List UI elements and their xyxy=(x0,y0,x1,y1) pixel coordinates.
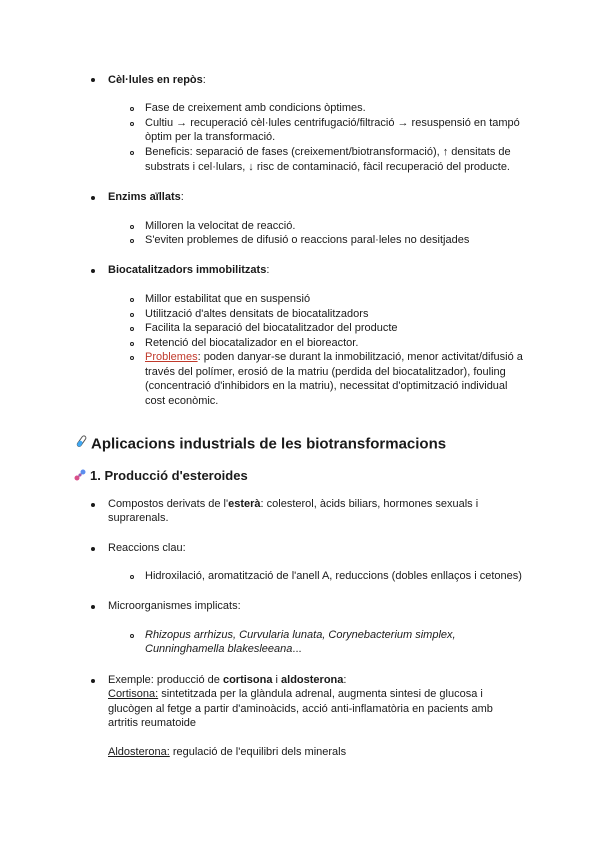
list-item-problems: Problemes: poden danyar-se durant la inmobilització, menor activitat/difusió a xyxy=(145,351,523,363)
list-item: Millor estabilitat que en suspensió xyxy=(145,293,311,305)
list-item-cont: través del polímer, erosió de la matriu (perdida del biocatalitzador), fouling xyxy=(145,366,506,378)
list-item-cont: suprarenals. xyxy=(108,512,169,524)
list-item-cont: Cunninghamella blakesleeana... xyxy=(145,643,302,655)
section-enzims-heading: Enzims aïllats: xyxy=(108,191,184,203)
list-item: Beneficis: separació de fases (creixement/biotransformació), ↑ densitats de xyxy=(145,146,511,158)
sub-bullet xyxy=(130,327,134,331)
sub-bullet xyxy=(130,298,134,302)
test-tube-icon xyxy=(74,435,87,454)
bullet xyxy=(91,78,95,82)
list-item-cont: òptim per la transformació. xyxy=(145,131,276,143)
section-biocat-heading: Biocatalitzadors immobilitzats: xyxy=(108,264,270,276)
bullet xyxy=(91,605,95,609)
sub-bullet xyxy=(130,239,134,243)
list-item: Facilita la separació del biocatalitzador del producte xyxy=(145,322,398,334)
bullet xyxy=(91,503,95,507)
bullet xyxy=(91,269,95,273)
problems-link[interactable]: Problemes xyxy=(145,351,198,363)
list-item: Hidroxilació, aromatització de l'anell A, reduccions (dobles enllaços i cetones) xyxy=(145,570,522,582)
sub-bullet xyxy=(130,356,134,360)
sub-bullet xyxy=(130,634,134,638)
sub-bullet xyxy=(130,313,134,317)
list-item: Fase de creixement amb condicions òptimes. xyxy=(145,102,366,114)
aldosterona-line: Aldosterona: regulació de l'equilibri dels minerals xyxy=(108,746,347,758)
list-item: Milloren la velocitat de reacció. xyxy=(145,220,296,232)
list-item: S'eviten problemes de difusió o reaccions paral·leles no desitjades xyxy=(145,234,470,246)
list-item: Retenció del biocatalizador en el bioreactor. xyxy=(145,337,359,349)
list-item: Utilització d'altes densitats de biocatalitzadors xyxy=(145,308,369,320)
sub-bullet xyxy=(130,107,134,111)
bullet xyxy=(91,547,95,551)
main-heading: Aplicacions industrials de les biotransformacions xyxy=(74,435,446,454)
bullet xyxy=(91,196,95,200)
list-item-compostos: Compostos derivats de l'esterà: colesterol, àcids biliars, hormones sexuals i xyxy=(108,498,479,510)
list-item-cont: glucògen al fetge a partir d'aminoàcids, acció anti-inflamatòria en pacients amb xyxy=(108,703,493,715)
sub-heading: 1. Producció d'esteroides xyxy=(74,468,248,485)
list-item: Cultiu → recuperació cèl·lules centrifugació/filtració → resuspensió en tampó xyxy=(145,117,520,129)
list-item-reaccions: Reaccions clau: xyxy=(108,542,186,554)
molecule-icon xyxy=(74,469,86,485)
list-item-cont: substrats i cel·lulars, ↓ risc de contaminació, fàcil recuperació del producte. xyxy=(145,161,510,173)
cortisona-line: Cortisona: sintetitzada per la glàndula adrenal, augmenta sintesi de glucosa i xyxy=(108,688,483,700)
section-cellules-heading: Cèl·lules en repòs: xyxy=(108,74,206,86)
sub-bullet xyxy=(130,342,134,346)
sub-bullet xyxy=(130,575,134,579)
list-item-micro: Microorganismes implicats: xyxy=(108,600,241,612)
list-item-cont: (concentració d'inhibidors en la matriu), necessitat d'optimització individual xyxy=(145,380,508,392)
list-item-example: Exemple: producció de cortisona i aldosterona: xyxy=(108,674,347,686)
sub-bullet xyxy=(130,122,134,126)
list-item-species: Rhizopus arrhizus, Curvularia lunata, Corynebacterium simplex, xyxy=(145,629,456,641)
sub-bullet xyxy=(130,225,134,229)
sub-bullet xyxy=(130,151,134,155)
bullet xyxy=(91,679,95,683)
list-item-cont: cost econòmic. xyxy=(145,395,219,407)
list-item-cont: artritis reumatoide xyxy=(108,717,197,729)
